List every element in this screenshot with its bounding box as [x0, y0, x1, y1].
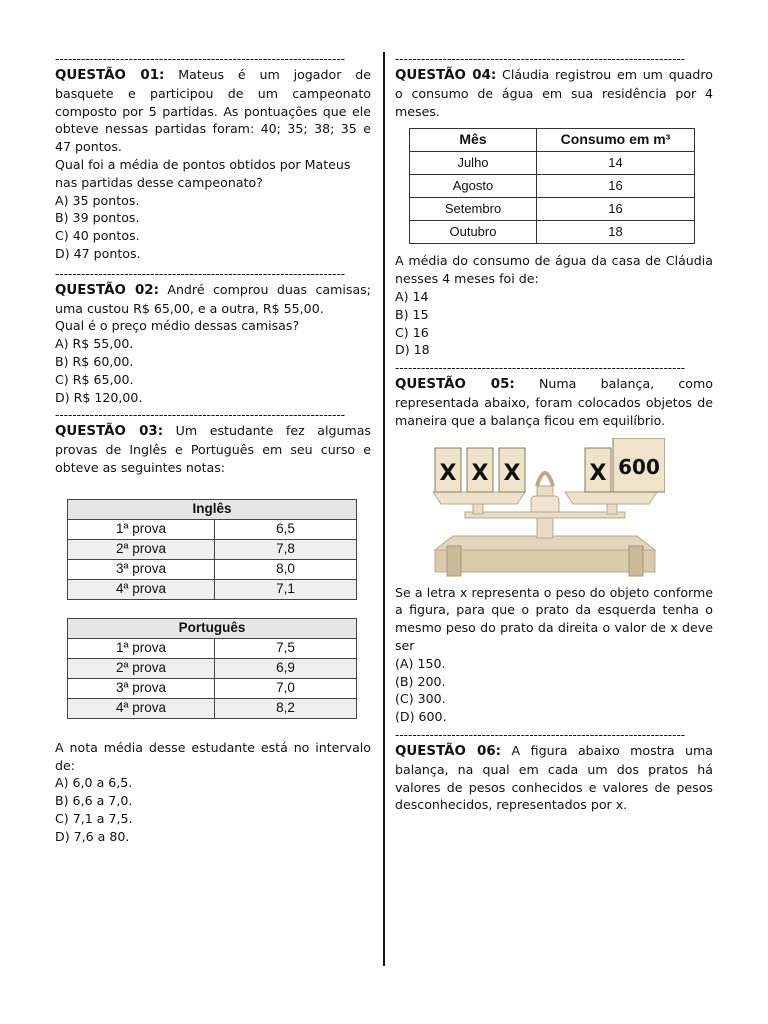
- question-label: QUESTÃO 06:: [395, 743, 502, 759]
- option-b: (B) 200.: [395, 673, 446, 689]
- option-a: A) R$ 55,00.: [55, 336, 134, 352]
- separator: -------------------------------------------------------------------: [395, 361, 686, 376]
- portuguese-grades-table: [67, 618, 357, 719]
- table-row: 3ª prova 8,0: [68, 559, 357, 579]
- question-text: A figura abaixo mostra uma balança, na qual em cada um dos pratos há valores de pesos conhecidos e valores de pesos desconhecidos, representados por x.: [395, 742, 714, 813]
- option-c: C) 7,1 a 7,5.: [55, 810, 133, 826]
- block-label: 600: [618, 454, 660, 479]
- right-column: [395, 52, 713, 814]
- table-row: 4ª prova 7,1: [68, 579, 357, 599]
- question-prompt: Qual é o preço médio dessas camisas?: [55, 318, 300, 334]
- question-text: Numa balança, como representada abaixo, foram colocados objetos de maneira que a balança ficou em equilíbrio.: [395, 376, 713, 428]
- option-d: D) 47 pontos.: [55, 245, 141, 261]
- table-row: Agosto 16: [410, 175, 695, 198]
- table-title: Português: [68, 618, 357, 638]
- separator: -------------------------------------------------------------------: [55, 52, 346, 66]
- question-02: [55, 281, 371, 407]
- question-label: QUESTÃO 01:: [55, 68, 165, 83]
- balance-scale-svg: [425, 438, 665, 578]
- left-column: [55, 52, 371, 846]
- option-a: A) 6,0 a 6,5.: [55, 775, 133, 791]
- question-prompt: A nota média desse estudante está no intervalo de:: [55, 739, 371, 773]
- question-prompt: A média do consumo de água da casa de Cláudia nesses 4 meses foi de:: [395, 253, 713, 287]
- option-b: B) R$ 60,00.: [55, 353, 134, 369]
- option-c: C) 40 pontos.: [55, 228, 140, 244]
- option-c: C) R$ 65,00.: [55, 371, 134, 387]
- table-row: 4ª prova 8,2: [68, 698, 357, 718]
- separator: -------------------------------------------------------------------: [395, 52, 686, 66]
- option-c: (C) 300.: [395, 691, 446, 707]
- question-05: [395, 375, 713, 726]
- table-row: Setembro 16: [410, 198, 695, 221]
- table-row: 1ª prova 7,5: [68, 638, 357, 658]
- option-a: A) 14: [395, 288, 429, 304]
- table-row: 2ª prova 6,9: [68, 658, 357, 678]
- question-04: [395, 66, 713, 359]
- option-d: (D) 600.: [395, 709, 447, 725]
- question-01: [55, 66, 371, 263]
- option-d: D) 18: [395, 342, 430, 358]
- option-d: D) R$ 120,00.: [55, 389, 143, 405]
- question-text: Cláudia registrou em um quadro o consumo de água em sua residência por 4 meses.: [395, 67, 713, 119]
- question-label: QUESTÃO 02:: [55, 282, 159, 298]
- separator: -------------------------------------------------------------------: [395, 727, 686, 742]
- question-label: QUESTÃO 05:: [395, 377, 515, 393]
- question-06: [395, 742, 713, 814]
- table-title: Inglês: [68, 499, 357, 519]
- question-prompt: Se a letra x representa o peso do objeto conforme a figura, para que o prato da esquerda tenha o mesmo peso do prato da direita o valor de x deve ser: [395, 584, 713, 653]
- question-label: QUESTÃO 04:: [395, 68, 497, 83]
- separator: -------------------------------------------------------------------: [55, 266, 346, 281]
- table-row: 2ª prova 7,8: [68, 539, 357, 559]
- water-consumption-table: [409, 128, 695, 244]
- header-month: Mês: [410, 129, 537, 152]
- option-a: A) 35 pontos.: [55, 192, 140, 208]
- question-03: [55, 422, 371, 845]
- balance-scale-figure: [425, 438, 665, 578]
- option-c: C) 16: [395, 324, 429, 340]
- question-prompt: Qual foi a média de pontos obtidos por Mateus nas partidas desse campeonato?: [55, 156, 351, 190]
- english-grades-table: [67, 499, 357, 600]
- question-text: André comprou duas camisas; uma custou R$ 65,00, e a outra, R$ 55,00.: [55, 281, 371, 316]
- option-b: B) 39 pontos.: [55, 210, 140, 226]
- block-label: X: [503, 460, 521, 486]
- block-label: X: [589, 460, 607, 486]
- question-text: Mateus é um jogador de basquete e participou de um campeonato composto por 5 partidas. As pontuações que ele obteve nessas partidas foram: 40; 35; 38; 35 e 47 pontos.: [55, 67, 371, 155]
- separator: -------------------------------------------------------------------: [55, 408, 346, 423]
- header-consumption: Consumo em m³: [537, 129, 695, 152]
- table-row: Outubro 18: [410, 221, 695, 244]
- option-d: D) 7,6 a 80.: [55, 828, 130, 844]
- table-row: Julho 14: [410, 152, 695, 175]
- column-divider: [383, 52, 385, 966]
- option-b: B) 15: [395, 306, 429, 322]
- option-b: B) 6,6 a 7,0.: [55, 793, 133, 809]
- question-text: Um estudante fez algumas provas de Inglês e Português em seu curso e obteve as seguintes notas:: [55, 423, 371, 475]
- table-row: 1ª prova 6,5: [68, 519, 357, 539]
- table-row: 3ª prova 7,0: [68, 678, 357, 698]
- block-label: X: [439, 460, 457, 486]
- option-a: (A) 150.: [395, 655, 446, 671]
- block-label: X: [471, 460, 489, 486]
- question-label: QUESTÃO 03:: [55, 424, 164, 440]
